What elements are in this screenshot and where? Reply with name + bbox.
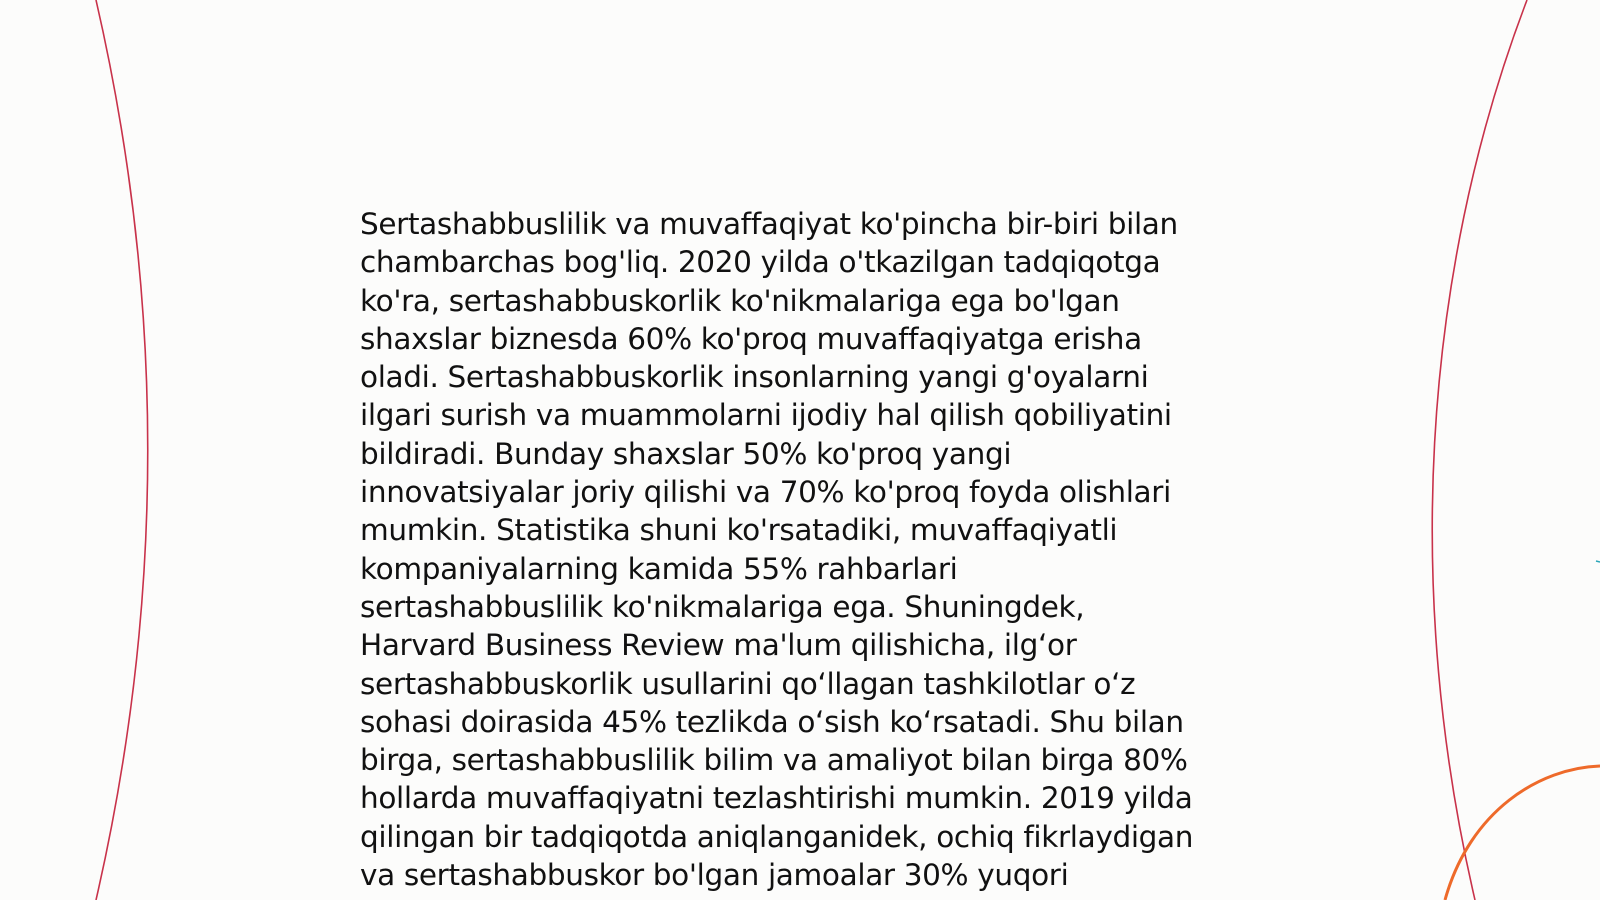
body-paragraph: Sertashabbuslilik va muvaffaqiyat ko'pincha bir-biri bilan chambarchas bog'liq. 2020 yilda o'tkazilgan tadqiqotga ko'ra, sertashabbuskorlik ko'nikmalariga ega bo'lgan shaxslar biznesda 60% ko'proq muvaffaqiyatga erisha oladi. Sertashabbuskorlik insonlarning yangi g'oyalarni ilgari surish va muammolarni ijodiy hal qilish qobiliyatini bildiradi. Bunday shaxslar 50% ko'proq yangi innovatsiyalar joriy qilishi va 70% ko'proq foyda olishlari mumkin. Statistika shuni ko'rsatadiki, muvaffaqiyatli kompaniyalarning kamida 55% rahbarlari sertashabbuslilik ko'nikmalariga ega. Shuningdek, Harvard Business Review ma'lum qilishicha, ilg‘or sertashabbuskorlik usullarini qo‘llagan tashkilotlar o‘z sohasi doirasida 45% tezlikda o‘sish ko‘rsatadi. Shu bilan birga, sertashabbuslilik bilim va amaliyot bilan birga 80% hollarda muvaffaqiyatni tezlashtirishi mumkin. 2019 yilda qilingan bir tadqiqotda aniqlanganidek, ochiq fikrlaydigan va sertashabbuskor bo'lgan jamoalar 30% yuqori <box>360 207 1194 893</box>
right-arc-line <box>1432 0 1527 900</box>
teal-mark <box>1596 561 1600 562</box>
left-arc-line <box>96 0 148 900</box>
orange-arc-line <box>1445 766 1600 900</box>
